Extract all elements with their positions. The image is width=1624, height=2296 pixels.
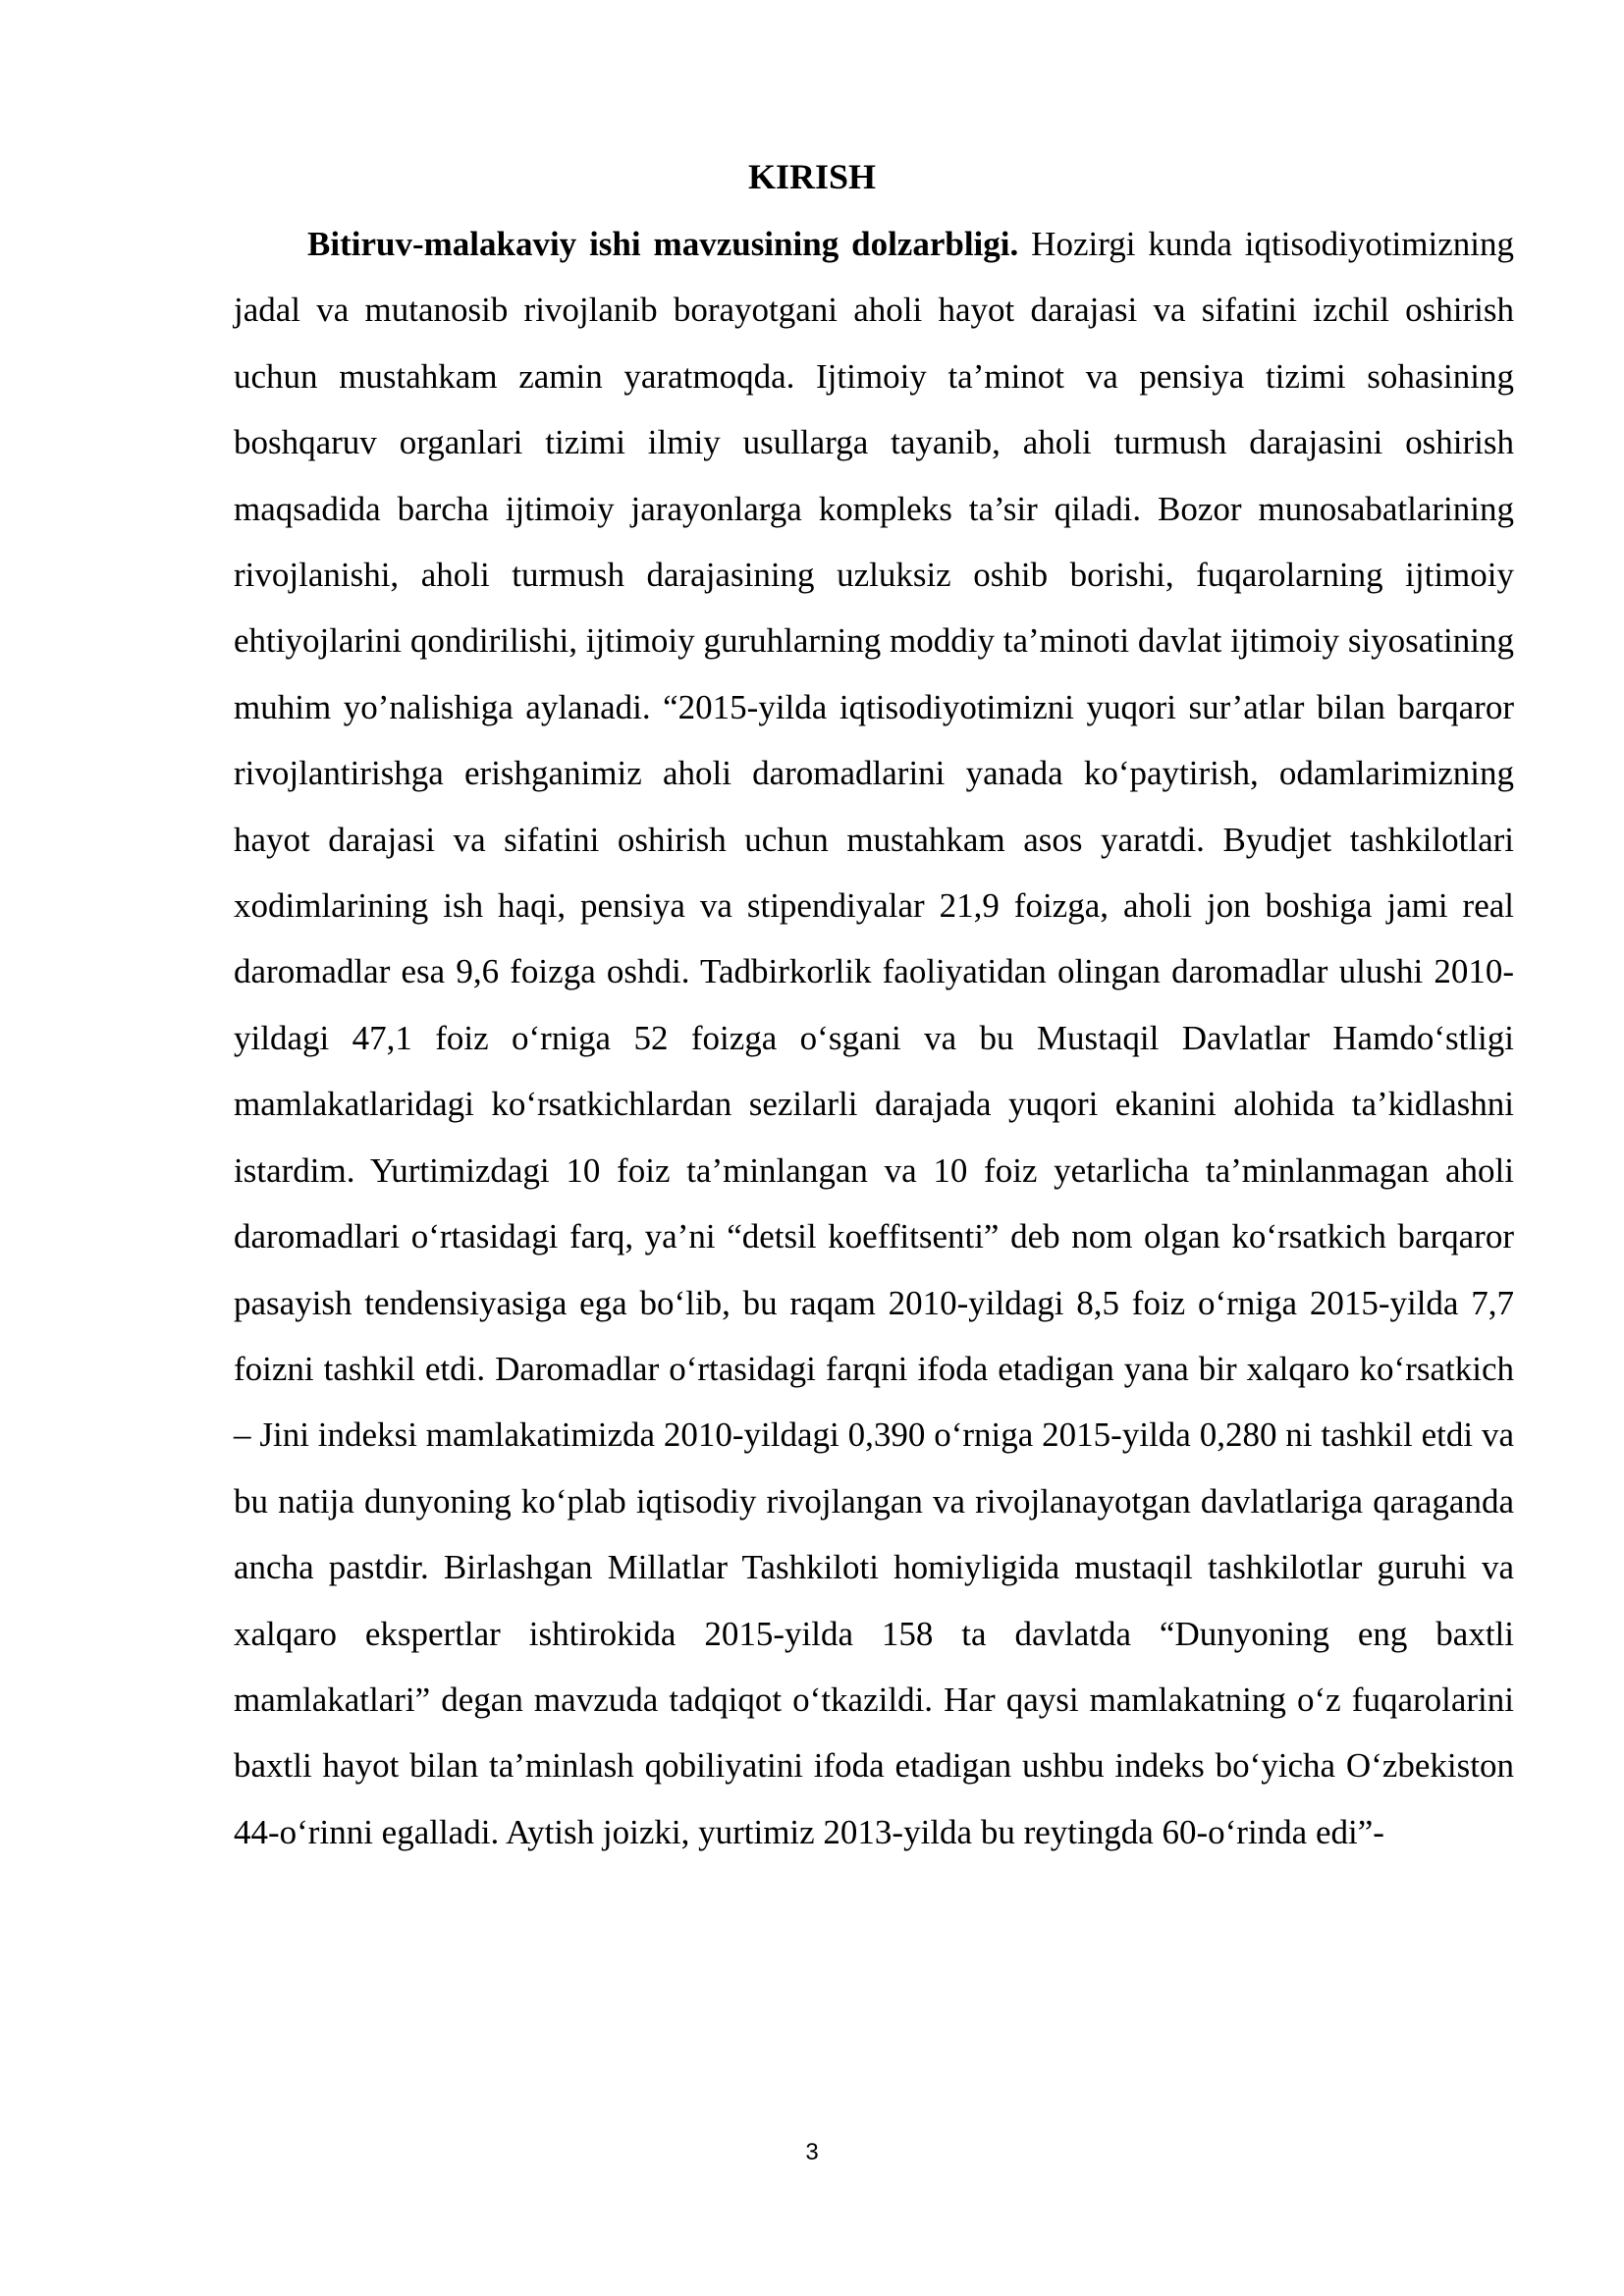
- paragraph-body-text: Hozirgi kunda iqtisodiyotimizning jadal va mutanosib rivojlanib borayotgani aholi hayot darajasi va sifatini izchil oshirish uchun mustahkam zamin yaratmoqda. Ijtimoiy ta’minot va pensiya tizimi sohasining boshqaruv organlari tizimi ilmiy usullarga tayanib, aholi turmush darajasini oshirish maqsadida barcha ijtimoiy jarayonlarga kompleks ta’sir qiladi. Bozor munosabatlarining rivojlanishi, aholi turmush darajasining uzluksiz oshib borishi, fuqarolarning ijtimoiy ehtiyojlarini qondirilishi, ijtimoiy guruhlarning moddiy ta’minoti davlat ijtimoiy siyosatining muhim yo’nalishiga aylanadi. “2015-yilda iqtisodiyotimizni yuqori sur’atlar bilan barqaror rivojlantirishga erishganimiz aholi daromadlarini yanada ko‘paytirish, odamlarimizning hayot darajasi va sifatini oshirish uchun mustahkam asos yaratdi. Byudjet tashkilotlari xodimlarining ish haqi, pensiya va stipendiyalar 21,9 foizga, aholi jon boshiga jami real daromadlar esa 9,6 foizga oshdi. Tadbirkorlik faoliyatidan olingan daromadlar ulushi 2010-yildagi 47,1 foiz o‘rniga 52 foizga o‘sgani va bu Mustaqil Davlatlar Hamdo‘stligi mamlakatlaridagi ko‘rsatkichlardan sezilarli darajada yuqori ekanini alohida ta’kidlashni istardim. Yurtimizdagi 10 foiz ta’minlangan va 10 foiz yetarlicha ta’minlanmagan aholi daromadlari o‘rtasidagi farq, ya’ni “detsil koeffitsenti” deb nom olgan ko‘rsatkich barqaror pasayish tendensiyasiga ega bo‘lib, bu raqam 2010-yildagi 8,5 foiz o‘rniga 2015-yilda 7,7 foizni tashkil etdi. Daromadlar o‘rtasidagi farqni ifoda etadigan yana bir xalqaro ko‘rsatkich – Jini indeksi mamlakatimizda 2010-yildagi 0,390 o‘rniga 2015-yilda 0,280 ni tashkil etdi va bu natija dunyoning ko‘plab iqtisodiy rivojlangan va rivojlanayotgan davlatlariga qaraganda ancha pastdir. Birlashgan Millatlar Tashkiloti homiyligida mustaqil tashkilotlar guruhi va xalqaro ekspertlar ishtirokida 2015-yilda 158 ta davlatda “Dunyoning eng baxtli mamlakatlari” degan mavzuda tadqiqot o‘tkazildi. Har qaysi mamlakatning o‘z fuqarolarini baxtli hayot bilan ta’minlash qobiliyatini ifoda etadigan ushbu indeks bo‘yicha O‘zbekiston 44-o‘rinni egalladi. Aytish joizki, yurtimiz 2013-yilda bu reytingda 60-o‘rinda edi”-: [234, 225, 1514, 1851]
- section-heading: KIRISH: [747, 157, 877, 196]
- page-number: 3: [805, 2139, 819, 2165]
- body-paragraph: [234, 211, 1514, 1865]
- paragraph-lead-bold: Bitiruv-malakaviy ishi mavzusining dolzarbligi.: [307, 225, 1019, 263]
